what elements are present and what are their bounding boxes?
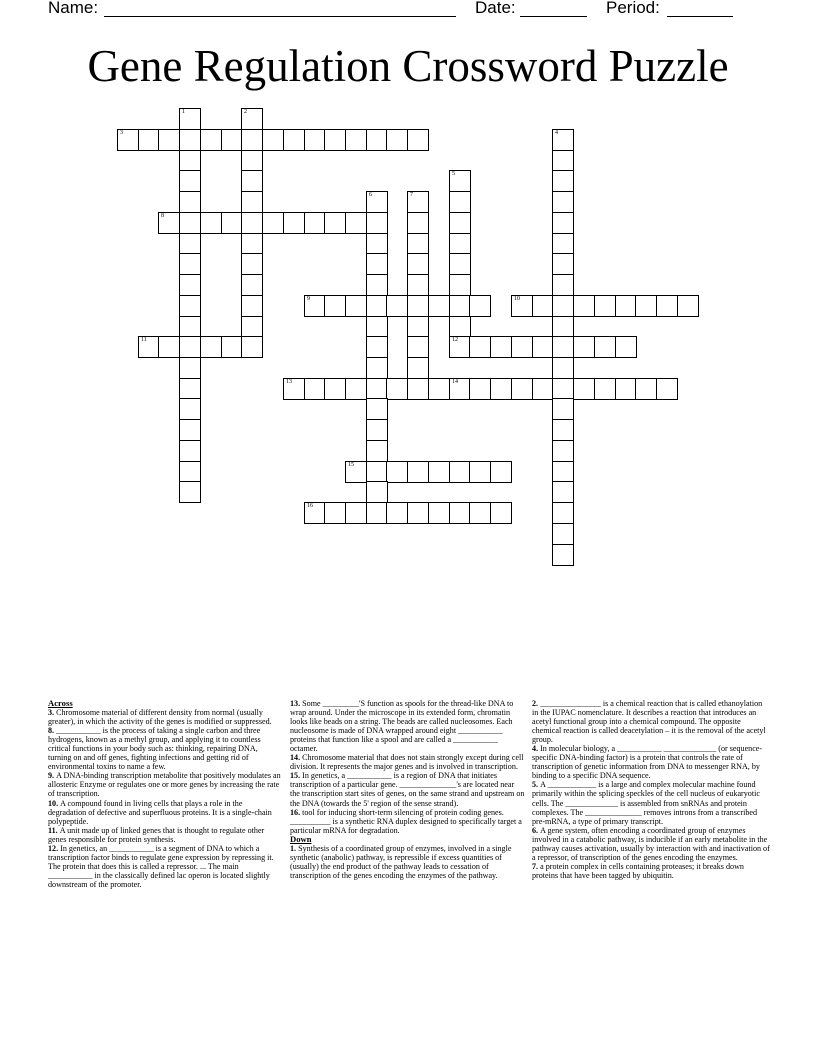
grid-cell[interactable] bbox=[158, 212, 180, 234]
grid-cell[interactable] bbox=[407, 233, 429, 255]
grid-cell[interactable] bbox=[345, 212, 367, 234]
grid-cell[interactable] bbox=[615, 295, 637, 317]
grid-cell[interactable] bbox=[366, 398, 388, 420]
grid-cell[interactable] bbox=[345, 502, 367, 524]
grid-cell[interactable] bbox=[552, 170, 574, 192]
grid-cell[interactable] bbox=[366, 316, 388, 338]
clue-number: 9. bbox=[48, 771, 57, 781]
grid-cell[interactable] bbox=[304, 212, 326, 234]
grid-cell[interactable] bbox=[138, 336, 160, 358]
across-clue bbox=[290, 808, 526, 835]
grid-cell[interactable] bbox=[324, 378, 346, 400]
clue-text: Chromosome material that does not stain strongly except during cell division. It represents the major genes and is involved in transcription. bbox=[290, 753, 524, 772]
clue-text: a protein complex in cells containing proteases; it breaks down proteins that have been tagged by ubiquitin. bbox=[532, 861, 744, 880]
clue-text: In genetics, an ___________ is a segment of DNA to which a transcription factor binds to regulate gene expression by repressing it. The protein that does this is called a repressor. ... The main ___________ in the classically defined lac operon is located slightly downstream of the promoter. bbox=[48, 843, 274, 889]
grid-cell[interactable] bbox=[241, 129, 263, 151]
clue-number: 12. bbox=[48, 843, 61, 853]
grid-cell[interactable] bbox=[179, 440, 201, 462]
grid-cell[interactable] bbox=[449, 170, 471, 192]
grid-cell[interactable] bbox=[241, 212, 263, 234]
grid-cell[interactable] bbox=[366, 129, 388, 151]
grid-cell[interactable] bbox=[241, 150, 263, 172]
grid-cell[interactable] bbox=[469, 502, 491, 524]
grid-cell[interactable] bbox=[366, 233, 388, 255]
grid-cell[interactable] bbox=[366, 502, 388, 524]
clue-number: 1 bbox=[182, 109, 185, 115]
grid-cell[interactable] bbox=[677, 295, 699, 317]
grid-cell[interactable] bbox=[179, 295, 201, 317]
grid-cell[interactable] bbox=[656, 378, 678, 400]
grid-cell[interactable] bbox=[179, 481, 201, 503]
grid-cell[interactable] bbox=[490, 461, 512, 483]
grid-cell[interactable] bbox=[304, 378, 326, 400]
clue-number: 13 bbox=[286, 379, 292, 385]
grid-cell[interactable] bbox=[407, 502, 429, 524]
grid-cell[interactable] bbox=[552, 336, 574, 358]
grid-cell[interactable] bbox=[449, 274, 471, 296]
clue-number: 5. bbox=[532, 780, 541, 790]
grid-cell[interactable] bbox=[552, 440, 574, 462]
grid-cell[interactable] bbox=[635, 295, 657, 317]
clue-number: 11 bbox=[141, 337, 147, 343]
clue-number: 16 bbox=[307, 503, 313, 509]
clue-text: In molecular biology, a ___________ _____________ (or sequence-specific DNA-binding factor) is a protein that controls the rate of transcription of genetic information from DNA to messenger RNA, by binding to a specific DNA sequence. bbox=[532, 744, 763, 781]
clue-number: 13. bbox=[290, 699, 303, 708]
grid-cell[interactable] bbox=[366, 419, 388, 441]
grid-cell[interactable] bbox=[552, 191, 574, 213]
grid-cell[interactable] bbox=[532, 336, 554, 358]
grid-cell[interactable] bbox=[179, 108, 201, 130]
grid-cell[interactable] bbox=[552, 378, 574, 400]
date-label: Date: bbox=[475, 0, 516, 17]
grid-cell[interactable] bbox=[179, 191, 201, 213]
grid-cell[interactable] bbox=[552, 419, 574, 441]
grid-cell[interactable] bbox=[449, 336, 471, 358]
grid-cell[interactable] bbox=[407, 295, 429, 317]
grid-cell[interactable] bbox=[552, 357, 574, 379]
grid-cell[interactable] bbox=[469, 295, 491, 317]
clue-number: 14 bbox=[452, 379, 458, 385]
grid-cell[interactable] bbox=[594, 378, 616, 400]
grid-cell[interactable] bbox=[386, 502, 408, 524]
grid-cell[interactable] bbox=[552, 481, 574, 503]
grid-cell[interactable] bbox=[386, 461, 408, 483]
clues-column-1 bbox=[48, 699, 281, 889]
across-clue bbox=[48, 771, 281, 798]
clue-number: 5 bbox=[452, 171, 455, 177]
clue-heading: Across bbox=[48, 698, 73, 708]
grid-cell[interactable] bbox=[366, 461, 388, 483]
grid-cell[interactable] bbox=[407, 378, 429, 400]
grid-cell[interactable] bbox=[511, 336, 533, 358]
grid-cell[interactable] bbox=[552, 150, 574, 172]
grid-cell[interactable] bbox=[490, 502, 512, 524]
student-info-header bbox=[0, 0, 816, 22]
period-blank[interactable] bbox=[667, 16, 733, 17]
grid-cell[interactable] bbox=[635, 378, 657, 400]
grid-cell[interactable] bbox=[221, 336, 243, 358]
grid-cell[interactable] bbox=[179, 233, 201, 255]
grid-cell[interactable] bbox=[532, 295, 554, 317]
grid-cell[interactable] bbox=[324, 502, 346, 524]
grid-cell[interactable] bbox=[511, 378, 533, 400]
name-blank[interactable] bbox=[104, 16, 456, 17]
grid-cell[interactable] bbox=[594, 336, 616, 358]
grid-cell[interactable] bbox=[304, 129, 326, 151]
grid-cell[interactable] bbox=[552, 544, 574, 566]
grid-cell[interactable] bbox=[241, 170, 263, 192]
grid-cell[interactable] bbox=[241, 316, 263, 338]
grid-cell[interactable] bbox=[532, 378, 554, 400]
grid-cell[interactable] bbox=[283, 378, 305, 400]
grid-cell[interactable] bbox=[490, 378, 512, 400]
grid-cell[interactable] bbox=[594, 295, 616, 317]
down-clue bbox=[532, 744, 770, 780]
grid-cell[interactable] bbox=[386, 295, 408, 317]
grid-cell[interactable] bbox=[366, 253, 388, 275]
clues-column-3 bbox=[532, 699, 770, 880]
across-clue bbox=[290, 753, 526, 771]
clue-number: 10 bbox=[514, 296, 520, 302]
grid-cell[interactable] bbox=[324, 212, 346, 234]
down-clue bbox=[290, 844, 526, 880]
grid-cell[interactable] bbox=[179, 150, 201, 172]
grid-cell[interactable] bbox=[407, 212, 429, 234]
grid-cell[interactable] bbox=[469, 378, 491, 400]
grid-cell[interactable] bbox=[449, 295, 471, 317]
grid-cell[interactable] bbox=[573, 295, 595, 317]
grid-cell[interactable] bbox=[200, 129, 222, 151]
grid-cell[interactable] bbox=[428, 378, 450, 400]
grid-cell[interactable] bbox=[366, 357, 388, 379]
grid-cell[interactable] bbox=[552, 233, 574, 255]
grid-cell[interactable] bbox=[449, 316, 471, 338]
grid-cell[interactable] bbox=[366, 191, 388, 213]
grid-cell[interactable] bbox=[407, 316, 429, 338]
grid-cell[interactable] bbox=[552, 398, 574, 420]
grid-cell[interactable] bbox=[345, 129, 367, 151]
grid-cell[interactable] bbox=[262, 212, 284, 234]
down-clue bbox=[532, 780, 770, 825]
grid-cell[interactable] bbox=[241, 295, 263, 317]
grid-cell[interactable] bbox=[366, 295, 388, 317]
grid-cell[interactable] bbox=[179, 212, 201, 234]
grid-cell[interactable] bbox=[552, 129, 574, 151]
clue-number: 7 bbox=[410, 192, 413, 198]
grid-cell[interactable] bbox=[449, 191, 471, 213]
name-label: Name: bbox=[48, 0, 99, 17]
clue-text: Chromosome material of different density from normal (usually greater), in which the activity of the genes is modified or suppressed. bbox=[48, 708, 272, 727]
grid-cell[interactable] bbox=[615, 336, 637, 358]
grid-cell[interactable] bbox=[179, 398, 201, 420]
clue-number: 15. bbox=[290, 771, 303, 781]
clue-text: A ____________ is a large and complex molecular machine found primarily within the splicing speckles of the cell nucleus of eukaryotic cells. The _____________ is assembled from snRNAs and protein complexes. The ______________ removes introns from a transcribed pre-mRNA, a type of primary transcript. bbox=[532, 780, 760, 826]
clue-number: 12 bbox=[452, 337, 458, 343]
grid-cell[interactable] bbox=[366, 336, 388, 358]
grid-cell[interactable] bbox=[158, 336, 180, 358]
grid-cell[interactable] bbox=[241, 108, 263, 130]
down-clue bbox=[532, 699, 770, 744]
across-clue bbox=[48, 726, 281, 771]
grid-cell[interactable] bbox=[407, 357, 429, 379]
grid-cell[interactable] bbox=[615, 378, 637, 400]
grid-cell[interactable] bbox=[428, 461, 450, 483]
grid-cell[interactable] bbox=[241, 191, 263, 213]
clue-number: 14. bbox=[290, 753, 303, 763]
grid-cell[interactable] bbox=[138, 129, 160, 151]
clue-text: A compound found in living cells that plays a role in the degradation of defective and superfluous proteins. It is a single-chain polypeptide. bbox=[48, 798, 272, 826]
grid-cell[interactable] bbox=[407, 461, 429, 483]
grid-cell[interactable] bbox=[490, 336, 512, 358]
clue-number: 15 bbox=[348, 462, 354, 468]
date-blank[interactable] bbox=[520, 16, 587, 17]
grid-cell[interactable] bbox=[573, 378, 595, 400]
clue-number: 9 bbox=[307, 296, 310, 302]
grid-cell[interactable] bbox=[449, 378, 471, 400]
clue-number: 2. bbox=[532, 699, 541, 708]
clue-number: 8. bbox=[48, 726, 57, 736]
across-clue bbox=[48, 826, 281, 844]
grid-cell[interactable] bbox=[407, 253, 429, 275]
grid-cell[interactable] bbox=[366, 440, 388, 462]
grid-cell[interactable] bbox=[241, 336, 263, 358]
grid-cell[interactable] bbox=[179, 336, 201, 358]
grid-cell[interactable] bbox=[449, 461, 471, 483]
grid-cell[interactable] bbox=[552, 523, 574, 545]
clue-number: 6 bbox=[369, 192, 372, 198]
grid-cell[interactable] bbox=[366, 378, 388, 400]
grid-cell[interactable] bbox=[117, 129, 139, 151]
grid-cell[interactable] bbox=[283, 212, 305, 234]
clue-number: 11. bbox=[48, 825, 60, 835]
clue-text: A gene system, often encoding a coordinated group of enzymes involved in a catabolic pathway, is inducible if an early metabolite in the pathway causes activation, usually by interaction with and inactivation of a repressor, of transcription of the genes encoding the enzymes. bbox=[532, 825, 770, 862]
grid-cell[interactable] bbox=[179, 170, 201, 192]
clue-number: 4 bbox=[555, 130, 558, 136]
across-clue bbox=[48, 708, 281, 726]
grid-cell[interactable] bbox=[552, 253, 574, 275]
grid-cell[interactable] bbox=[179, 378, 201, 400]
clue-number: 4. bbox=[532, 744, 541, 754]
clue-text: tool for inducing short-term silencing of protein coding genes. __________ is a synthetic RNA duplex designed to specifically target a particular mRNA for degradation. bbox=[290, 807, 522, 835]
grid-cell[interactable] bbox=[552, 274, 574, 296]
grid-cell[interactable] bbox=[324, 129, 346, 151]
grid-cell[interactable] bbox=[552, 295, 574, 317]
grid-cell[interactable] bbox=[179, 357, 201, 379]
clue-text: ___________ is the process of taking a single carbon and three hydrogens, known as a methyl group, and applying it to countless critical functions in your body such as: thinking, repairing DNA, turning on and off genes, fighting infections and getting rid of environmental toxins to name a few. bbox=[48, 726, 261, 772]
grid-cell[interactable] bbox=[366, 274, 388, 296]
grid-cell[interactable] bbox=[449, 212, 471, 234]
clue-text: Some _________'S function as spools for the thread-like DNA to wrap around. Under the microscope in its extended form, chromatin looks like beads on a string. The beads are called nucleosomes. Each nucleosome is made of DNA wrapped around eight ___________ proteins that function like a spool and are called a ___________ octamer. bbox=[290, 699, 514, 754]
grid-cell[interactable] bbox=[386, 129, 408, 151]
grid-cell[interactable] bbox=[324, 295, 346, 317]
grid-cell[interactable] bbox=[407, 191, 429, 213]
grid-cell[interactable] bbox=[407, 336, 429, 358]
grid-cell[interactable] bbox=[179, 316, 201, 338]
clue-heading: Down bbox=[290, 833, 312, 844]
down-clue bbox=[532, 826, 770, 862]
clue-text: Synthesis of a coordinated group of enzymes, involved in a single synthetic (anabolic) pathway, is repressible if excess quantities of (usually) the end product of the pathway leads to cessation of transcription of the genes encoding the enzymes of the pathway. bbox=[290, 843, 512, 880]
clue-number: 6. bbox=[532, 825, 541, 835]
clue-number: 10. bbox=[48, 798, 61, 808]
grid-cell[interactable] bbox=[469, 461, 491, 483]
grid-cell[interactable] bbox=[221, 212, 243, 234]
page-title: Gene Regulation Crossword Puzzle bbox=[87, 41, 729, 91]
grid-cell[interactable] bbox=[428, 295, 450, 317]
clue-number: 2 bbox=[244, 109, 247, 115]
across-clue bbox=[290, 771, 526, 807]
across-clue bbox=[290, 699, 526, 753]
grid-cell[interactable] bbox=[241, 274, 263, 296]
grid-cell[interactable] bbox=[407, 129, 429, 151]
grid-cell[interactable] bbox=[221, 129, 243, 151]
grid-cell[interactable] bbox=[345, 461, 367, 483]
grid-cell[interactable] bbox=[407, 274, 429, 296]
grid-cell[interactable] bbox=[179, 253, 201, 275]
grid-cell[interactable] bbox=[449, 502, 471, 524]
grid-cell[interactable] bbox=[552, 461, 574, 483]
grid-cell[interactable] bbox=[158, 129, 180, 151]
clue-text: _______________ is a chemical reaction that is called ethanoylation in the IUPAC nomenclature. It describes a reaction that introduces an acetyl functional group into a chemical compound. The opposite chemical reaction is called deacetylation – it is the removal of the acetyl group. bbox=[532, 699, 766, 745]
grid-cell[interactable] bbox=[469, 336, 491, 358]
grid-cell[interactable] bbox=[656, 295, 678, 317]
grid-cell[interactable] bbox=[283, 129, 305, 151]
clue-text: A unit made up of linked genes that is thought to regulate other genes responsible for protein synthesis. bbox=[48, 825, 265, 844]
grid-cell[interactable] bbox=[304, 295, 326, 317]
grid-cell[interactable] bbox=[366, 481, 388, 503]
grid-cell[interactable] bbox=[241, 233, 263, 255]
clue-number: 1. bbox=[290, 843, 299, 853]
grid-cell[interactable] bbox=[200, 212, 222, 234]
across-clue bbox=[48, 799, 281, 826]
clues-column-2 bbox=[290, 699, 526, 880]
grid-cell[interactable] bbox=[449, 233, 471, 255]
clue-number: 16. bbox=[290, 807, 303, 817]
clue-text: In genetics, a ___________ is a region of DNA that initiates transcription of a particular gene. ______________'s are located near the transcription start sites of genes, on the same strand and upstream on the DNA (towards the 5' region of the sense strand). bbox=[290, 771, 525, 808]
clue-number: 7. bbox=[532, 861, 541, 871]
grid-cell[interactable] bbox=[552, 212, 574, 234]
grid-cell[interactable] bbox=[552, 502, 574, 524]
grid-cell[interactable] bbox=[428, 502, 450, 524]
clue-number: 3. bbox=[48, 708, 57, 718]
grid-cell[interactable] bbox=[179, 274, 201, 296]
grid-cell[interactable] bbox=[179, 419, 201, 441]
grid-cell[interactable] bbox=[179, 129, 201, 151]
grid-cell[interactable] bbox=[386, 378, 408, 400]
period-label: Period: bbox=[606, 0, 660, 17]
grid-cell[interactable] bbox=[366, 212, 388, 234]
grid-cell[interactable] bbox=[552, 316, 574, 338]
grid-cell[interactable] bbox=[304, 502, 326, 524]
grid-cell[interactable] bbox=[449, 253, 471, 275]
down-clue bbox=[532, 862, 770, 880]
clue-text: A DNA-binding transcription metabolite that positively modulates an allosteric Enzyme or regulates one or more genes by increasing the rate of transcription. bbox=[48, 771, 281, 799]
grid-cell[interactable] bbox=[345, 295, 367, 317]
clue-number: 8 bbox=[161, 213, 164, 219]
clue-number: 3 bbox=[120, 130, 123, 136]
grid-cell[interactable] bbox=[179, 461, 201, 483]
across-clue bbox=[48, 844, 281, 889]
grid-cell[interactable] bbox=[345, 378, 367, 400]
grid-cell[interactable] bbox=[200, 336, 222, 358]
grid-cell[interactable] bbox=[573, 336, 595, 358]
grid-cell[interactable] bbox=[262, 129, 284, 151]
grid-cell[interactable] bbox=[241, 253, 263, 275]
grid-cell[interactable] bbox=[511, 295, 533, 317]
